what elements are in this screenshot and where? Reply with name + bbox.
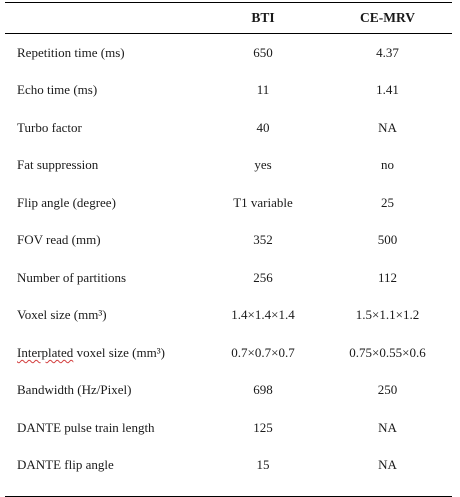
misspelled-word: Interplated	[17, 344, 74, 360]
parameter-name: Fat suppression	[17, 157, 99, 173]
table-header-row	[5, 3, 452, 33]
bti-value: yes	[254, 157, 272, 173]
cemrv-value: 500	[377, 232, 398, 248]
table-row	[5, 297, 452, 335]
table-row	[5, 34, 452, 72]
table-row	[5, 259, 452, 297]
parameter-name: Flip angle (degree)	[17, 194, 116, 210]
table-row	[5, 72, 452, 110]
cemrv-value: 1.5×1.1×1.2	[355, 307, 420, 323]
bottom-padding	[5, 484, 452, 496]
parameter-name: Echo time (ms)	[17, 82, 98, 98]
table-row	[5, 109, 452, 147]
table-row	[5, 222, 452, 260]
bti-value: 650	[253, 44, 273, 60]
table-row	[5, 147, 452, 185]
cemrv-value: NA	[378, 457, 397, 473]
table-row	[5, 447, 452, 485]
cemrv-value: 25	[381, 194, 394, 210]
cemrv-value: 112	[377, 269, 398, 285]
table-row	[5, 334, 452, 372]
parameter-name: Bandwidth (Hz/Pixel)	[17, 382, 132, 398]
cemrv-value: NA	[378, 419, 397, 435]
parameter-name: DANTE pulse train length	[17, 419, 155, 435]
parameter-name: Number of partitions	[17, 269, 127, 285]
parameters-table	[5, 2, 452, 497]
cemrv-value: 0.75×0.55×0.6	[349, 344, 426, 360]
parameter-name: Turbo factor	[17, 119, 82, 135]
table-row	[5, 372, 452, 410]
bti-value: 40	[256, 119, 270, 135]
parameter-name-rest: voxel size (mm³)	[73, 344, 165, 360]
parameter-name: FOV read (mm)	[17, 232, 101, 248]
bti-value: 125	[253, 419, 273, 435]
table-row	[5, 409, 452, 447]
bti-value: 11	[256, 82, 270, 98]
cemrv-value: 250	[377, 382, 398, 398]
bti-value: T1 variable	[233, 194, 293, 210]
bti-value: 256	[253, 269, 273, 285]
bti-value: 698	[253, 382, 273, 398]
bti-value: 15	[256, 457, 270, 473]
bti-value: 0.7×0.7×0.7	[231, 344, 295, 360]
cemrv-value: no	[381, 157, 394, 173]
bti-value: 352	[253, 232, 273, 248]
cemrv-value: NA	[378, 119, 397, 135]
cemrv-value: 1.41	[376, 82, 399, 98]
parameter-name	[5, 345, 203, 361]
parameter-name: Repetition time (ms)	[17, 44, 125, 60]
parameter-name: Voxel size (mm³)	[17, 307, 107, 323]
header-cell-cemrv: CE-MRV	[359, 10, 415, 25]
bti-value: 1.4×1.4×1.4	[231, 307, 295, 323]
parameter-name: DANTE flip angle	[17, 457, 114, 473]
header-cell-bti: BTI	[251, 10, 275, 25]
cemrv-value: 4.37	[376, 44, 399, 60]
table-row	[5, 184, 452, 222]
